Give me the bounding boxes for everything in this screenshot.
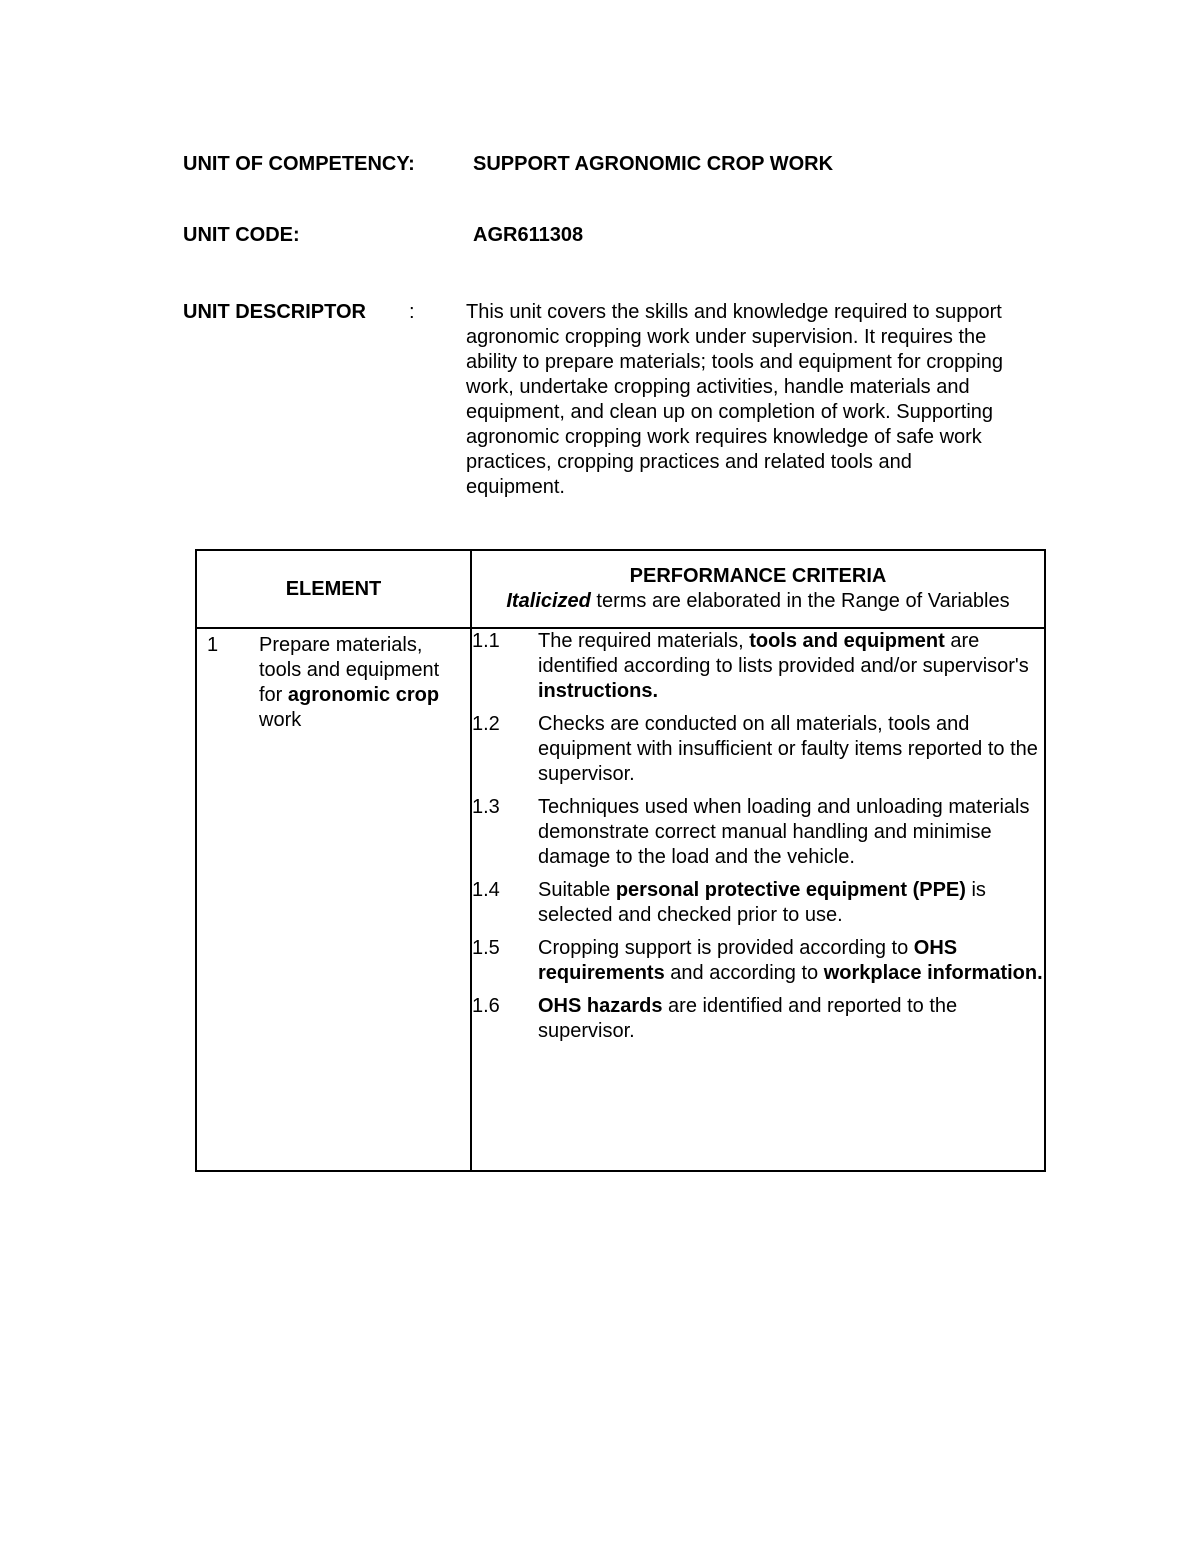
criterion-term: tools and equipment [749, 630, 945, 652]
element-header-cell [196, 550, 471, 628]
criterion-number: 1.1 [472, 630, 500, 652]
criterion-text [538, 712, 1044, 787]
criterion-text-part: The required materials, [538, 630, 750, 652]
criterion-number: 1.4 [472, 879, 500, 901]
unit-code-label: UNIT CODE: [183, 224, 300, 246]
criterion-number: 1.6 [472, 995, 500, 1017]
criterion-text-part: Checks are conducted on all materials, tools and equipment with insufficient or faulty items reported to the supervisor. [538, 713, 1038, 785]
performance-criteria-table [195, 549, 1046, 1172]
criterion-term: personal protective equipment (PPE) [615, 879, 966, 901]
criterion-number: 1.5 [472, 937, 500, 959]
element-text [259, 633, 464, 733]
criteria-cell [471, 628, 1045, 1171]
criterion-number: 1.2 [472, 713, 500, 735]
descriptor-label: UNIT DESCRIPTOR [183, 301, 366, 323]
criteria-note [472, 589, 1044, 614]
criterion-text [538, 936, 1044, 986]
criterion-text [538, 629, 1044, 704]
criterion-item [472, 878, 1044, 928]
criterion-text [538, 878, 1044, 928]
criterion-text [538, 795, 1044, 870]
element-number: 1 [207, 634, 219, 656]
descriptor-text: This unit covers the skills and knowledge required to support agronomic cropping work under supervision. It requires the ability to prepare materials; tools and equipment for cropping work, undertake cropping activities, handle materials and equipment, and clean up on completion of work. Supporting agronomic cropping work requires knowledge of safe work practices, cropping practices and related tools and equipment. [466, 301, 1003, 498]
criterion-text-part: Cropping support is provided according to [538, 937, 914, 959]
criterion-term: instructions. [538, 680, 659, 702]
criterion-item [472, 712, 1044, 787]
criterion-term: OHS requirements [538, 937, 958, 984]
descriptor-colon: : [409, 301, 415, 323]
criterion-text-part: is selected and checked prior to use. [538, 879, 986, 926]
criteria-header-cell [471, 550, 1045, 628]
element-text-part: Prepare materials, tools and equipment for [259, 634, 440, 706]
criterion-item [472, 994, 1044, 1044]
criterion-text-part: are identified and reported to the supervisor. [538, 995, 958, 1042]
criterion-text-part: Suitable [538, 879, 616, 901]
criterion-text-part: are identified according to lists provided and/or supervisor's [538, 630, 1029, 677]
criterion-term: OHS hazards [538, 995, 663, 1017]
criterion-item [472, 629, 1044, 704]
element-cell [196, 628, 471, 1171]
criterion-text-part: and according to [664, 962, 824, 984]
element-text-part: work [259, 709, 302, 731]
criteria-note-rest: terms are elaborated in the Range of Variables [590, 590, 1010, 612]
table-row [196, 628, 1045, 1171]
criterion-item [472, 795, 1044, 870]
competency-label: UNIT OF COMPETENCY: [183, 153, 415, 175]
criterion-item [472, 936, 1044, 986]
element-header: ELEMENT [285, 577, 382, 600]
criterion-text [538, 994, 1044, 1044]
element-text-bold: agronomic crop [287, 684, 440, 706]
criterion-term: workplace information. [823, 962, 1043, 984]
criteria-header: PERFORMANCE CRITERIA [629, 565, 887, 587]
criteria-note-italic: Italicized [506, 590, 591, 612]
table-header-row [196, 550, 1045, 628]
competency-value: SUPPORT AGRONOMIC CROP WORK [473, 153, 834, 175]
criterion-text-part: Techniques used when loading and unloading materials demonstrate correct manual handling and minimise damage to the load and the vehicle. [538, 796, 1030, 868]
criterion-number: 1.3 [472, 796, 500, 818]
unit-code-value: AGR611308 [473, 224, 584, 246]
